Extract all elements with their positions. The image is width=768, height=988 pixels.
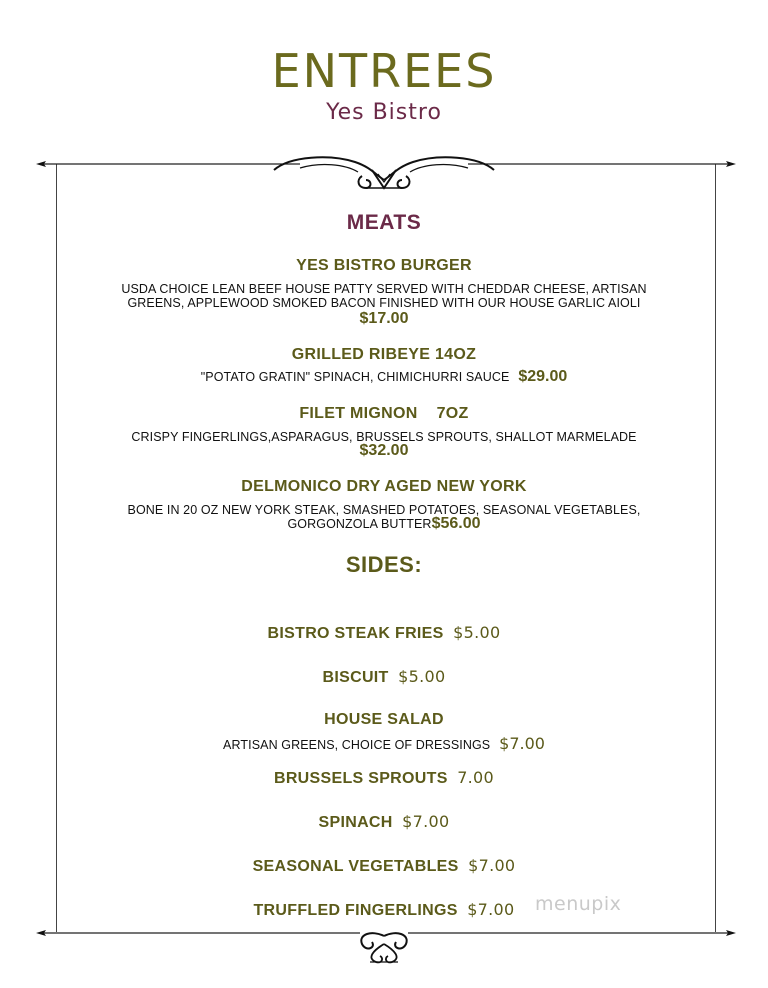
menu-item-name: DELMONICO DRY AGED NEW YORK (241, 478, 527, 495)
side-item-name: SPINACH (318, 814, 393, 831)
side-item-price: $5.00 (398, 667, 446, 686)
side-item-description: ARTISAN GREENS, CHOICE OF DRESSINGS (223, 738, 491, 752)
menu-item-price: $29.00 (518, 368, 568, 385)
side-item-price: $7.00 (468, 856, 516, 875)
menu-item-name: FILET MIGNON 7OZ (299, 405, 469, 422)
menu-item-description: GREENS, APPLEWOOD SMOKED BACON FINISHED WITH OUR HOUSE GARLIC AIOLI (127, 296, 641, 310)
menu-item-price: $32.00 (359, 442, 409, 459)
side-item (0, 900, 768, 920)
side-item-price: 7.00 (457, 768, 495, 787)
side-item (0, 667, 768, 687)
side-item-name: TRUFFLED FINGERLINGS (253, 902, 458, 919)
side-item-name: BISTRO STEAK FRIES (267, 625, 444, 642)
side-item-name: BRUSSELS SPROUTS (273, 770, 448, 787)
menu-item-price: $17.00 (359, 310, 409, 327)
side-item (0, 812, 768, 832)
side-item-name: HOUSE SALAD (324, 711, 444, 728)
menu-item-description: CRISPY FINGERLINGS,ASPARAGUS, BRUSSELS SPROUTS, SHALLOT MARMELADE (131, 430, 637, 444)
menu-item-line (0, 515, 768, 533)
side-item-price: $7.00 (467, 900, 515, 919)
menu-item-name: GRILLED RIBEYE 14OZ (291, 346, 477, 363)
menu-item-description: BONE IN 20 OZ NEW YORK STEAK, SMASHED POTATOES, SEASONAL VEGETABLES, (127, 503, 641, 517)
side-item-name: BISCUIT (322, 669, 389, 686)
menu-item-description: USDA CHOICE LEAN BEEF HOUSE PATTY SERVED WITH CHEDDAR CHEESE, ARTISAN (121, 282, 647, 296)
top-ornament-icon (0, 150, 768, 200)
menu-item-name: YES BISTRO BURGER (296, 257, 472, 274)
meats-heading: MEATS (346, 211, 422, 234)
side-item (0, 856, 768, 876)
menu-item-line (0, 368, 768, 386)
watermark: menupix (535, 893, 622, 915)
bottom-ornament-icon (0, 922, 768, 972)
menu-item-description: "POTATO GRATIN" SPINACH, CHIMICHURRI SAUCE (200, 370, 510, 384)
side-item (0, 734, 768, 754)
side-item (0, 623, 768, 643)
restaurant-name: Yes Bistro (326, 100, 442, 125)
side-item-price: $7.00 (402, 812, 450, 831)
side-item-price: $5.00 (453, 623, 501, 642)
menu-item-description: GORGONZOLA BUTTER (287, 517, 432, 531)
page-title: ENTREES (271, 44, 497, 98)
sides-heading: SIDES: (345, 552, 423, 577)
side-item-name: SEASONAL VEGETABLES (252, 858, 459, 875)
side-item (0, 768, 768, 788)
side-item-price: $7.00 (499, 734, 545, 753)
menu-item-price: $56.00 (431, 515, 481, 532)
